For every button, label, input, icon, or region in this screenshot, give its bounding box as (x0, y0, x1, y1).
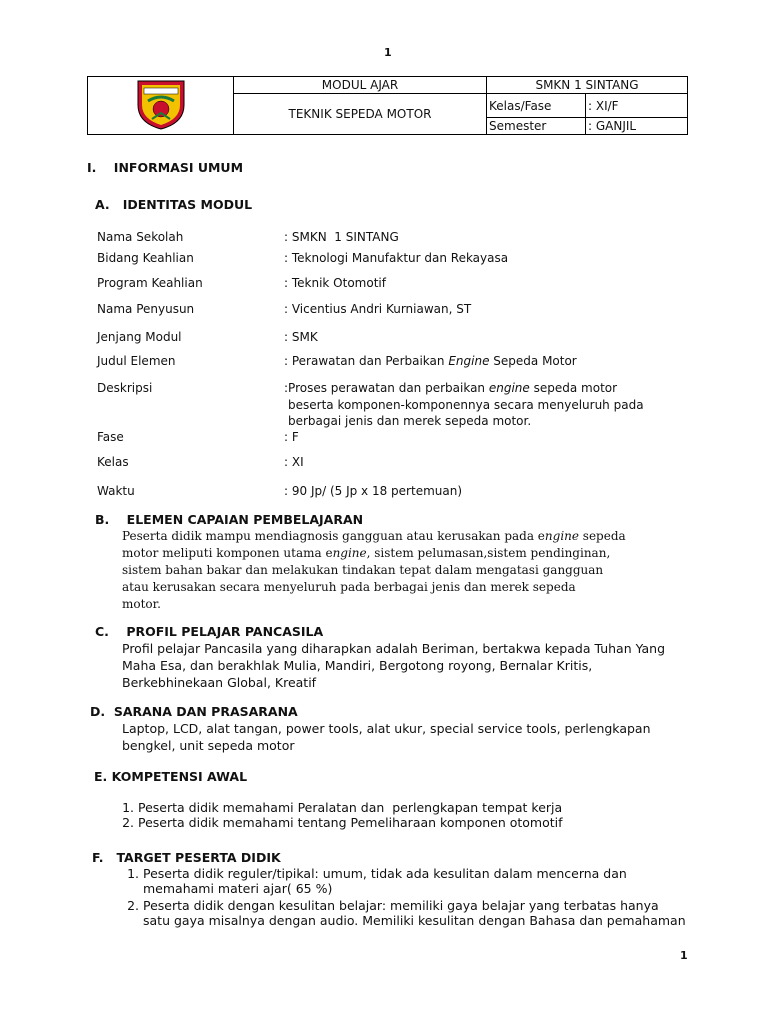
list-item: 2. Peserta didik memahami tentang Pemeliharaan komponen otomotif (138, 815, 563, 830)
element-value: : Perawatan dan Perbaikan Engine Sepeda Motor (284, 354, 577, 368)
semester-value: : GANJIL (586, 118, 688, 135)
class-label: Kelas/Fase (487, 94, 586, 118)
kelas-value: : XI (284, 455, 304, 469)
program-label: Program Keahlian (97, 276, 203, 290)
school-label: Nama Sekolah (97, 230, 184, 244)
description-line-3: berbagai jenis dan merek sepeda motor. (288, 414, 532, 428)
phase-value: : F (284, 430, 299, 444)
time-value: : 90 Jp/ (5 Jp x 18 pertemuan) (284, 484, 463, 498)
description-line-2: beserta komponen-komponennya secara menyeluruh pada (288, 398, 644, 412)
section-e-list (114, 800, 563, 830)
phase-label: Fase (97, 430, 124, 444)
level-label: Jenjang Modul (97, 330, 182, 344)
section-f-heading: F. TARGET PESERTA DIDIK (92, 850, 281, 865)
element-label: Judul Elemen (97, 354, 176, 368)
section-e-heading: E. KOMPETENSI AWAL (94, 769, 248, 784)
section-b-paragraph: Peserta didik mampu mendiagnosis gangguan atau kerusakan pada engine sepeda motor meliputi komponen utama engine, sistem pelumasan,sistem pendinginan, sistem bahan bakar dan melakukan tindakan tepat dalam mengatasi gangguan atau kerusakan secara menyeluruh pada berbagai jenis dan merek sepeda motor. (122, 529, 626, 611)
class-value: : XI/F (586, 94, 688, 118)
module-header-table (87, 76, 688, 135)
author-value: : Vicentius Andri Kurniawan, ST (284, 302, 472, 316)
page-number-bottom: 1 (680, 949, 688, 962)
section-a-heading: A. IDENTITAS MODUL (95, 197, 253, 212)
field-value: : Teknologi Manufaktur dan Rekayasa (284, 251, 509, 265)
school-name-cell: SMKN 1 SINTANG (487, 77, 688, 94)
time-label: Waktu (97, 484, 135, 498)
section-b-heading: B. ELEMEN CAPAIAN PEMBELAJARAN (95, 512, 364, 527)
section-c-paragraph: Profil pelajar Pancasila yang diharapkan adalah Beriman, bertakwa kepada Tuhan Yang Maha Esa, dan berakhlak Mulia, Mandiri, Bergotong royong, Bernalar Kritis, Berkebhinekaan Global, Kreatif (122, 641, 666, 690)
section-d-heading: D. SARANA DAN PRASARANA (90, 704, 298, 719)
semester-label: Semester (487, 118, 586, 135)
section-f-list (119, 866, 686, 928)
description-line-1: :Proses perawatan dan perbaikan engine sepeda motor (284, 381, 618, 395)
field-label: Bidang Keahlian (97, 251, 194, 265)
module-title: MODUL AJAR (234, 77, 487, 94)
program-value: : Teknik Otomotif (284, 276, 386, 290)
kelas-label: Kelas (97, 455, 129, 469)
description-label: Deskripsi (97, 381, 153, 395)
school-logo-icon (134, 77, 188, 131)
list-item: 2. Peserta didik dengan kesulitan belajar: memiliki gaya belajar yang terbatas hanya satu gaya misalnya dengan audio. Memiliki kesulitan dengan Bahasa dan pemahaman (143, 898, 686, 928)
list-item: 1. Peserta didik memahami Peralatan dan perlengkapan tempat kerja (138, 800, 563, 815)
subject-title: TEKNIK SEPEDA MOTOR (234, 94, 487, 135)
author-label: Nama Penyusun (97, 302, 195, 316)
school-value: : SMKN 1 SINTANG (284, 230, 399, 244)
page-number-top: 1 (384, 46, 392, 59)
section-i-heading: I. INFORMASI UMUM (87, 160, 244, 175)
level-value: : SMK (284, 330, 318, 344)
section-c-heading: C. PROFIL PELAJAR PANCASILA (95, 624, 324, 639)
section-d-paragraph: Laptop, LCD, alat tangan, power tools, alat ukur, special service tools, perlengkapan bengkel, unit sepeda motor (122, 721, 651, 753)
logo-cell (88, 77, 234, 135)
list-item: 1. Peserta didik reguler/tipikal: umum, tidak ada kesulitan dalam mencerna dan memahami materi ajar( 65 %) (143, 866, 686, 896)
